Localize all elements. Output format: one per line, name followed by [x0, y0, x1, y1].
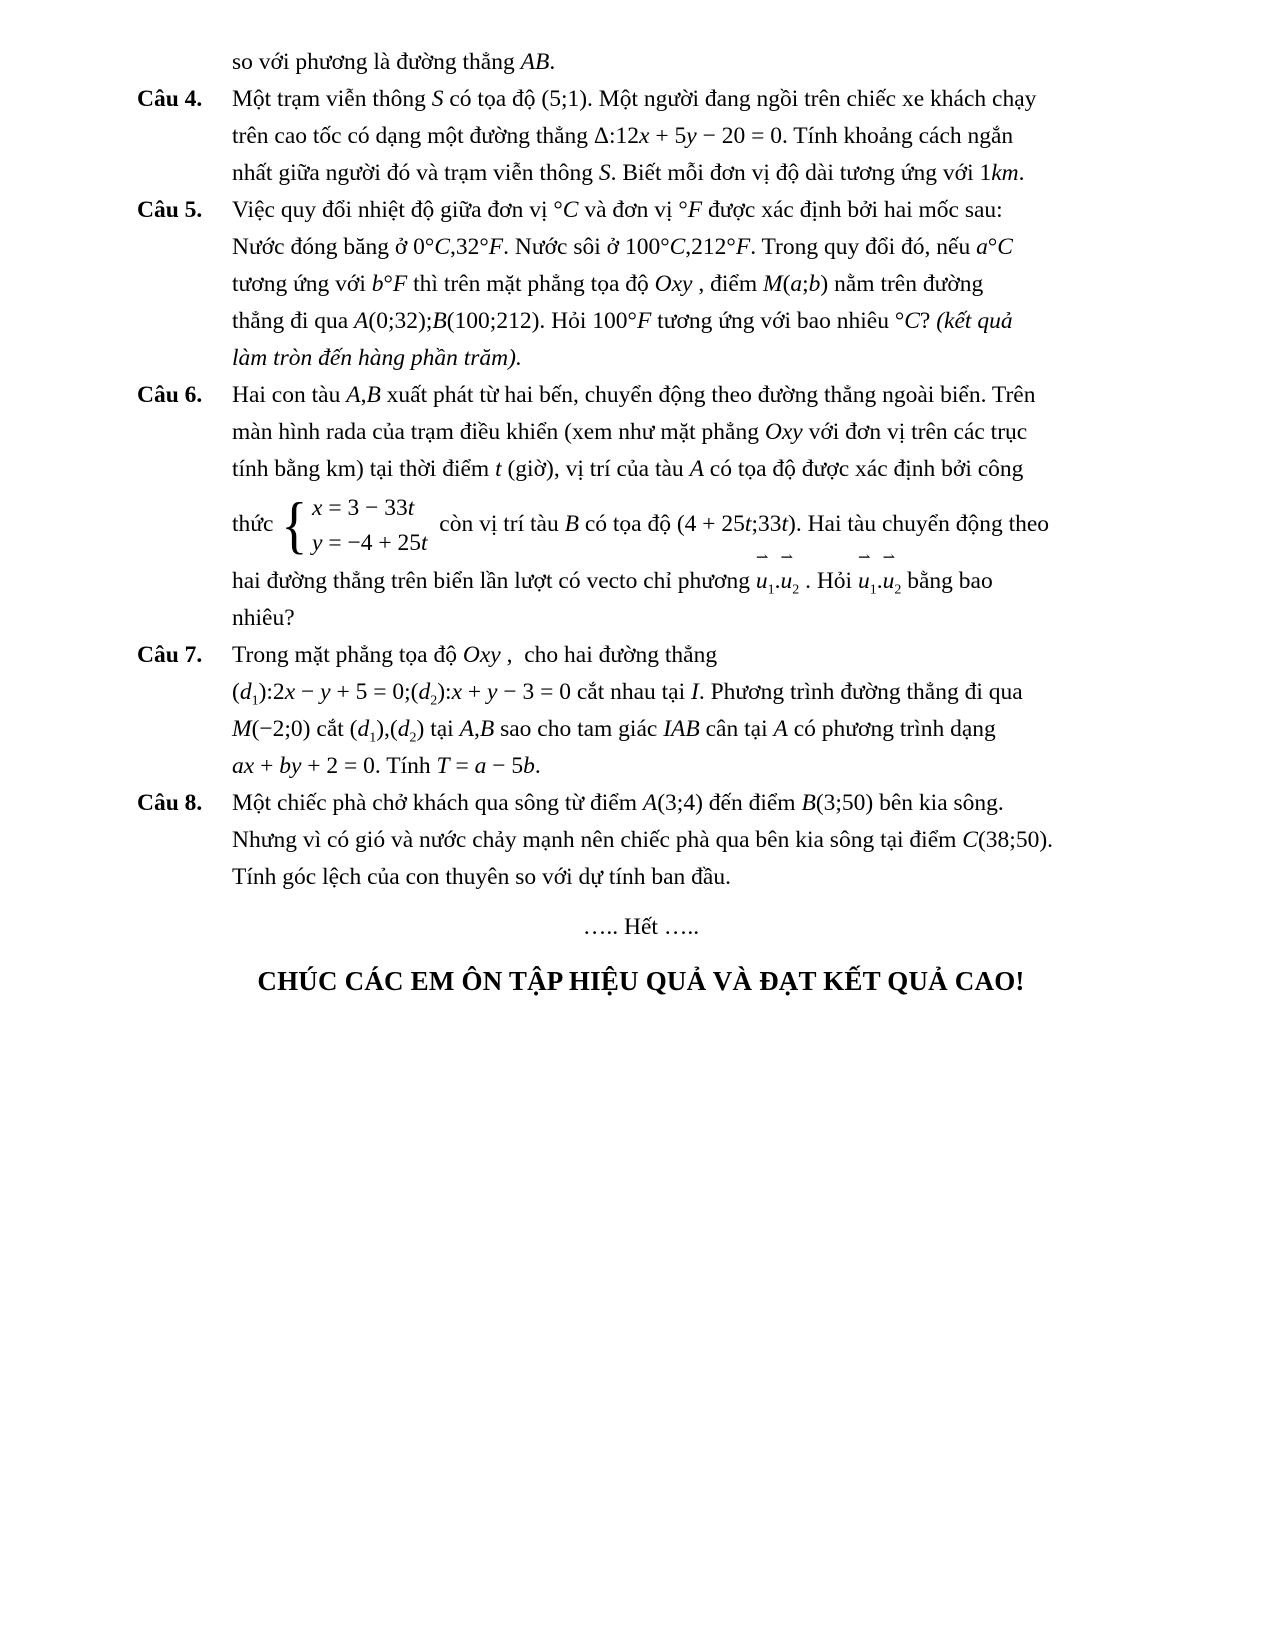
- text-run: (kết quả: [936, 308, 1013, 334]
- question-line: [232, 229, 1145, 266]
- question-line: [232, 303, 1145, 340]
- text-run: màn hình rada của trạm điều khiển (xem như mặt phẳng: [232, 419, 765, 445]
- text-run: A: [642, 790, 658, 816]
- vector-base: u: [780, 568, 793, 594]
- subscript-base: d: [357, 716, 370, 742]
- question-line: [232, 859, 1145, 896]
- text-run: t: [781, 510, 789, 537]
- question-line: [232, 637, 1145, 674]
- vector-symbol: [857, 550, 877, 600]
- text-run: b: [523, 753, 535, 779]
- vector-subscript: 2: [894, 582, 902, 598]
- vector-base: u: [857, 568, 870, 594]
- text-run: A: [459, 716, 474, 742]
- text-run: A: [773, 716, 788, 742]
- question-block: [137, 81, 1145, 192]
- text-run: + 2 = 0. Tính: [301, 753, 437, 779]
- text-run: .: [534, 753, 541, 779]
- text-run: AB: [520, 49, 550, 75]
- question-line: [232, 600, 1145, 637]
- text-run: thì trên mặt phẳng tọa độ: [407, 271, 655, 297]
- text-run: Trong mặt phẳng tọa độ: [232, 642, 463, 668]
- question-block: [137, 44, 1145, 81]
- text-run: ;33: [751, 510, 782, 537]
- question-line: [232, 785, 1145, 822]
- text-run: tương ứng với bao nhiêu °: [651, 308, 905, 334]
- text-run: − 3 = 0 cắt nhau tại: [497, 679, 692, 705]
- text-run: B: [366, 382, 381, 408]
- text-run: trên cao tốc có dạng một đường thẳng Δ:12: [232, 123, 640, 149]
- left-brace-icon: {: [281, 489, 308, 561]
- question-line: [232, 118, 1145, 155]
- text-run: km: [991, 160, 1019, 186]
- question-label: Câu 6.: [137, 382, 203, 408]
- text-run: Oxy: [462, 642, 501, 668]
- text-run: x: [639, 123, 650, 149]
- subscript-base: d: [397, 716, 410, 742]
- text-run: S: [431, 86, 444, 112]
- text-run: t: [421, 530, 428, 556]
- vector-symbol: [755, 550, 775, 600]
- text-run: .: [774, 568, 781, 594]
- text-run: ,: [473, 716, 480, 742]
- text-run: (100;212). Hỏi 100°: [446, 308, 637, 334]
- text-run: +: [254, 753, 280, 779]
- text-run: so với phương là đường thẳng: [232, 49, 521, 75]
- text-run: t: [407, 495, 415, 521]
- text-run: thẳng đi qua: [232, 308, 355, 334]
- question-line: [232, 674, 1145, 711]
- subscript-index: 1: [251, 693, 259, 709]
- text-run: °: [987, 234, 998, 260]
- text-run: tương ứng với: [232, 271, 372, 297]
- text-run: T: [436, 753, 450, 779]
- text-run: by: [279, 753, 302, 779]
- text-run: t: [744, 510, 752, 537]
- question-line: [232, 377, 1145, 414]
- text-run: Việc quy đổi nhiệt độ giữa đơn vị °: [232, 197, 563, 223]
- text-run: có tọa độ (4 + 25: [578, 510, 745, 537]
- text-run: .: [1018, 160, 1025, 186]
- text-run: C: [962, 827, 978, 853]
- vector-arrow-icon: ⇀: [857, 550, 871, 566]
- text-run: B: [479, 716, 495, 742]
- text-run: ),(: [376, 716, 398, 742]
- question-block: [137, 785, 1145, 896]
- text-run: x: [451, 679, 462, 705]
- text-run: (−2;0) cắt (: [251, 716, 358, 742]
- text-run: cân tại: [699, 716, 774, 742]
- text-run: , cho hai đường thẳng: [500, 642, 718, 668]
- text-run: = 3 − 33: [322, 495, 408, 521]
- text-run: tính bằng km) tại thời điểm: [232, 456, 496, 482]
- text-run: S: [598, 160, 611, 186]
- vector-arrow-icon: ⇀: [882, 550, 896, 566]
- text-run: b: [808, 271, 821, 297]
- vector-symbol: [780, 550, 800, 600]
- question-line: [232, 451, 1145, 488]
- text-run: ). Hai tàu chuyển động theo: [788, 510, 1050, 537]
- text-run: A: [689, 456, 704, 482]
- text-run: ax: [232, 753, 255, 779]
- text-run: với đơn vị trên các trục: [802, 419, 1028, 445]
- question-line: [232, 266, 1145, 303]
- vector-base: u: [882, 568, 895, 594]
- text-run: (: [782, 271, 791, 297]
- text-run: F: [735, 234, 751, 260]
- text-run: Nước đóng băng ở 0°: [232, 234, 435, 260]
- text-run: có phương trình dạng: [787, 716, 996, 742]
- question-line: [232, 488, 1145, 563]
- text-run: b: [371, 271, 384, 297]
- text-run: bằng bao: [901, 568, 993, 594]
- text-run: ?: [919, 308, 937, 334]
- vector-subscript: 1: [767, 582, 775, 598]
- text-run: A: [346, 382, 361, 408]
- subscript-index: 2: [409, 730, 417, 746]
- text-run: (38;50).: [977, 827, 1054, 853]
- text-run: . Trong quy đổi đó, nếu: [750, 234, 977, 260]
- text-run: M: [762, 271, 783, 297]
- question-label: Câu 4.: [137, 86, 203, 112]
- text-run: (giờ), vị trí của tàu: [501, 456, 690, 482]
- text-run: (3;4) đến điểm: [657, 790, 802, 816]
- subscripted-symbol: [239, 679, 259, 709]
- system-equation-line: [312, 492, 427, 524]
- text-run: C: [434, 234, 451, 260]
- text-run: C: [997, 234, 1013, 260]
- document-body: [137, 44, 1145, 1001]
- text-run: B: [432, 308, 447, 334]
- text-run: còn vị trí tàu: [427, 510, 565, 537]
- question-block: [137, 377, 1145, 637]
- text-run: a: [976, 234, 988, 260]
- question-block: [137, 637, 1145, 785]
- end-marker: ….. Hết …..: [582, 914, 700, 940]
- text-run: + 5: [649, 123, 687, 149]
- text-run: B: [801, 790, 816, 816]
- text-run: . Phương trình đường thẳng đi qua: [698, 679, 1023, 705]
- question-line: [232, 414, 1145, 451]
- question-label: Câu 5.: [137, 197, 203, 223]
- question-block: [137, 192, 1145, 377]
- text-run: sao cho tam giác: [494, 716, 664, 742]
- text-run: = −4 + 25: [322, 530, 421, 556]
- system-equation-line: [312, 527, 427, 559]
- text-run: A: [354, 308, 369, 334]
- text-run: Một trạm viễn thông: [232, 86, 432, 112]
- text-run: có tọa độ được xác định bởi công: [703, 456, 1024, 482]
- subscript-index: 2: [430, 693, 438, 709]
- text-run: y: [312, 530, 323, 556]
- text-run: C: [562, 197, 579, 223]
- vector-base: u: [755, 568, 768, 594]
- text-run: y: [686, 123, 697, 149]
- text-run: hai đường thẳng trên biển lần lượt có vecto chỉ phương: [232, 568, 756, 594]
- text-run: =: [449, 753, 475, 779]
- text-run: ) nằm trên đường: [820, 271, 984, 297]
- text-run: .: [549, 49, 556, 75]
- text-run: IAB: [663, 716, 700, 742]
- text-run: x: [312, 495, 323, 521]
- question-line: [232, 340, 1145, 377]
- text-run: F: [488, 234, 504, 260]
- text-run: B: [564, 510, 579, 537]
- text-run: y: [487, 679, 498, 705]
- text-run: ) tại: [416, 716, 460, 742]
- subscript-base: d: [239, 679, 252, 705]
- text-run: thức: [232, 510, 280, 537]
- question-line: [232, 550, 1145, 600]
- subscripted-symbol: [418, 679, 438, 709]
- text-run: . Hỏi: [799, 568, 858, 594]
- text-run: . Biết mỗi đơn vị độ dài tương ứng với 1: [610, 160, 992, 186]
- system-lines: [312, 492, 427, 559]
- text-run: x: [284, 679, 296, 705]
- text-run: t: [495, 456, 502, 482]
- vector-subscript: 2: [792, 582, 800, 598]
- subscripted-symbol: [357, 716, 377, 746]
- closing-wish-heading: CHÚC CÁC EM ÔN TẬP HIỆU QUẢ VÀ ĐẠT KẾT QUẢ CAO!: [257, 966, 1025, 996]
- text-run: Oxy: [654, 271, 693, 297]
- text-run: có tọa độ (5;1). Một người đang ngồi trên chiếc xe khách chạy: [443, 86, 1037, 112]
- text-run: Tính góc lệch của con thuyên so với dự tính ban đầu.: [232, 864, 731, 890]
- text-run: F: [392, 271, 408, 297]
- vector-arrow-icon: ⇀: [755, 550, 769, 566]
- text-run: +: [462, 679, 488, 705]
- text-run: y: [320, 679, 331, 705]
- text-run: ):2: [258, 679, 285, 705]
- text-run: ,32°: [450, 234, 489, 260]
- question-line: [232, 748, 1145, 785]
- text-run: C: [904, 308, 920, 334]
- text-run: ):: [437, 679, 452, 705]
- subscripted-symbol: [397, 716, 417, 746]
- text-run: ,: [360, 382, 367, 408]
- question-line: [232, 155, 1145, 192]
- text-run: nhất giữa người đó và trạm viễn thông: [232, 160, 599, 186]
- text-run: ,212°: [685, 234, 736, 260]
- text-run: và đơn vị °: [578, 197, 688, 223]
- subscript-base: d: [418, 679, 431, 705]
- text-run: C: [669, 234, 686, 260]
- text-run: .: [876, 568, 883, 594]
- question-label: Câu 8.: [137, 790, 203, 816]
- text-run: °: [383, 271, 393, 297]
- text-run: nhiêu?: [232, 605, 295, 631]
- question-line: [232, 192, 1145, 229]
- equation-system: [279, 489, 428, 561]
- text-run: xuất phát từ hai bến, chuyển động theo đường thẳng ngoài biển. Trên: [380, 382, 1036, 408]
- text-run: Nhưng vì có gió và nước chảy mạnh nên chiếc phà qua bên kia sông tại điểm: [232, 827, 963, 853]
- text-run: − 20 = 0. Tính khoảng cách ngắn: [696, 123, 1014, 149]
- vector-arrow-icon: ⇀: [780, 550, 794, 566]
- text-run: I: [691, 679, 699, 705]
- text-run: + 5 = 0;(: [330, 679, 419, 705]
- text-run: làm tròn đến hàng phần trăm).: [232, 345, 522, 371]
- vector-subscript: 1: [869, 582, 877, 598]
- subscript-index: 1: [369, 730, 377, 746]
- text-run: Hai con tàu: [232, 382, 347, 408]
- question-line: [232, 81, 1145, 118]
- text-run: . Nước sôi ở 100°: [503, 234, 670, 260]
- text-run: , điểm: [692, 271, 763, 297]
- text-run: (3;50) bên kia sông.: [815, 790, 1004, 816]
- text-run: ;: [802, 271, 809, 297]
- text-run: (0;32);: [368, 308, 433, 334]
- text-run: F: [636, 308, 652, 334]
- text-run: được xác định bởi hai mốc sau:: [702, 197, 1003, 223]
- text-run: Oxy: [764, 419, 803, 445]
- text-run: Một chiếc phà chở khách qua sông từ điểm: [232, 790, 643, 816]
- text-run: F: [687, 197, 703, 223]
- vector-symbol: [882, 550, 902, 600]
- text-run: a: [474, 753, 487, 779]
- question-line: [232, 44, 1145, 81]
- text-run: − 5: [486, 753, 524, 779]
- question-line: [232, 711, 1145, 748]
- text-run: a: [790, 271, 803, 297]
- question-line: [232, 822, 1145, 859]
- text-run: M: [232, 716, 252, 742]
- text-run: −: [295, 679, 321, 705]
- text-run: (: [232, 679, 240, 705]
- question-label: Câu 7.: [137, 642, 203, 668]
